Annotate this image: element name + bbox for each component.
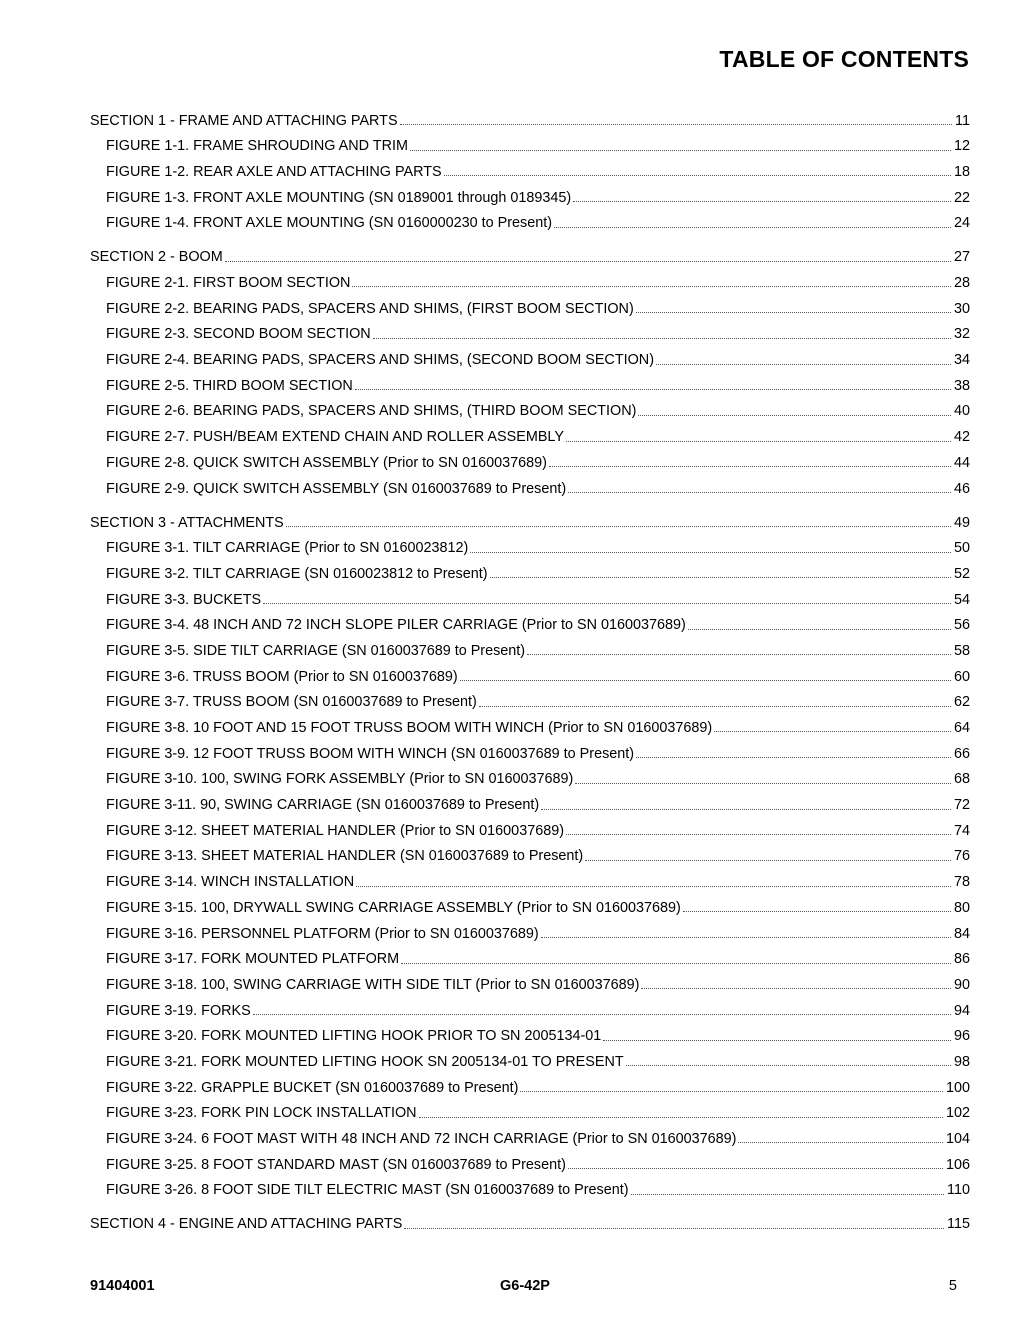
toc-entry-label: FIGURE 3-23. FORK PIN LOCK INSTALLATION (106, 1105, 417, 1122)
toc-entry-page-number: 80 (953, 899, 970, 916)
toc-figure-entry[interactable] (90, 342, 970, 368)
toc-entry-label: FIGURE 3-25. 8 FOOT STANDARD MAST (SN 0160037689 to Present) (106, 1156, 566, 1173)
toc-entry-label: FIGURE 2-8. QUICK SWITCH ASSEMBLY (Prior to SN 0160037689) (106, 454, 547, 471)
toc-entry-label: FIGURE 3-16. PERSONNEL PLATFORM (Prior to SN 0160037689) (106, 925, 539, 942)
dot-leader (636, 756, 951, 758)
toc-figure-entry[interactable] (90, 530, 970, 556)
footer-page-number: 5 (948, 1278, 957, 1294)
toc-entry-page-number: 12 (953, 138, 970, 155)
toc-figure-entry[interactable] (90, 813, 970, 839)
toc-entry-label: FIGURE 3-21. FORK MOUNTED LIFTING HOOK SN 2005134-01 TO PRESENT (106, 1053, 624, 1070)
dot-leader (568, 491, 951, 493)
toc-figure-entry[interactable] (90, 915, 970, 941)
toc-entry-label: FIGURE 3-1. TILT CARRIAGE (Prior to SN 0160023812) (106, 540, 469, 557)
dot-leader (568, 1167, 943, 1169)
dot-leader (263, 602, 951, 604)
toc-entry-label: FIGURE 3-15. 100, DRYWALL SWING CARRIAGE ASSEMBLY (Prior to SN 0160037689) (106, 899, 681, 916)
toc-entry-page-number: 58 (953, 642, 970, 659)
toc-entry-label: FIGURE 1-3. FRONT AXLE MOUNTING (SN 0189001 through 0189345) (106, 189, 572, 206)
toc-entry-label: SECTION 3 - ATTACHMENTS (90, 514, 284, 531)
toc-entry-page-number: 30 (953, 300, 970, 317)
dot-leader (355, 388, 951, 390)
dot-leader (631, 1193, 945, 1195)
toc-entry-label: FIGURE 3-5. SIDE TILT CARRIAGE (SN 0160037689 to Present) (106, 642, 526, 659)
toc-entry-page-number: 90 (953, 976, 970, 993)
toc-entry-page-number: 44 (953, 454, 970, 471)
table-of-contents (90, 103, 970, 1232)
toc-entry-page-number: 96 (953, 1028, 970, 1045)
dot-leader (520, 1090, 943, 1092)
toc-figure-entry[interactable] (90, 290, 970, 316)
toc-entry-page-number: 54 (953, 591, 970, 608)
dot-leader (444, 174, 951, 176)
toc-figure-entry[interactable] (90, 1121, 970, 1147)
toc-figure-entry[interactable] (90, 1018, 970, 1044)
toc-entry-label: FIGURE 3-19. FORKS (106, 1002, 251, 1019)
dot-leader (638, 414, 951, 416)
toc-entry-label: SECTION 2 - BOOM (90, 249, 223, 266)
toc-figure-entry[interactable] (90, 941, 970, 967)
toc-figure-entry[interactable] (90, 179, 970, 205)
dot-leader (554, 226, 951, 228)
toc-entry-label: FIGURE 3-17. FORK MOUNTED PLATFORM (106, 951, 400, 968)
toc-figure-entry[interactable] (90, 787, 970, 813)
toc-figure-entry[interactable] (90, 316, 970, 342)
toc-entry-page-number: 11 (955, 112, 970, 129)
toc-entry-page-number: 28 (953, 275, 970, 292)
dot-leader (527, 653, 951, 655)
toc-entry-label: FIGURE 3-11. 90, SWING CARRIAGE (SN 0160037689 to Present) (106, 797, 540, 814)
toc-entry-page-number: 24 (953, 215, 970, 232)
toc-entry-page-number: 110 (947, 1182, 970, 1199)
toc-entry-page-number: 98 (953, 1053, 970, 1070)
toc-entry-label: FIGURE 2-1. FIRST BOOM SECTION (106, 275, 351, 292)
toc-entry-page-number: 60 (953, 668, 970, 685)
toc-section-entry[interactable] (90, 103, 970, 128)
toc-figure-entry[interactable] (90, 445, 970, 471)
toc-figure-entry[interactable] (90, 205, 970, 231)
toc-figure-entry[interactable] (90, 633, 970, 659)
toc-entry-page-number: 72 (953, 797, 970, 814)
toc-entry-page-number: 106 (945, 1156, 970, 1173)
toc-figure-entry[interactable] (90, 607, 970, 633)
dot-leader (636, 311, 951, 313)
toc-figure-entry[interactable] (90, 658, 970, 684)
dot-leader (626, 1064, 951, 1066)
toc-entry-label: FIGURE 3-22. GRAPPLE BUCKET (SN 0160037689 to Present) (106, 1079, 519, 1096)
toc-entry-page-number: 86 (953, 951, 970, 968)
dot-leader (541, 936, 951, 938)
toc-entry-page-number: 74 (953, 822, 970, 839)
toc-figure-entry[interactable] (90, 1146, 970, 1172)
dot-leader (225, 260, 951, 262)
toc-entry-page-number: 50 (953, 540, 970, 557)
dot-leader (401, 962, 951, 964)
toc-entry-label: FIGURE 3-7. TRUSS BOOM (SN 0160037689 to Present) (106, 694, 477, 711)
toc-figure-entry[interactable] (90, 864, 970, 890)
dot-leader (541, 808, 951, 810)
dot-leader (460, 679, 951, 681)
toc-entry-label: FIGURE 3-20. FORK MOUNTED LIFTING HOOK PRIOR TO SN 2005134-01 (106, 1028, 602, 1045)
toc-entry-label: FIGURE 3-13. SHEET MATERIAL HANDLER (SN 0160037689 to Present) (106, 848, 584, 865)
toc-figure-entry[interactable] (90, 890, 970, 916)
toc-section-entry[interactable] (90, 231, 970, 265)
toc-entry-label: FIGURE 3-12. SHEET MATERIAL HANDLER (Prior to SN 0160037689) (106, 822, 564, 839)
dot-leader (566, 440, 951, 442)
dot-leader (688, 628, 951, 630)
toc-entry-label: FIGURE 2-9. QUICK SWITCH ASSEMBLY (SN 0160037689 to Present) (106, 480, 567, 497)
toc-entry-page-number: 46 (953, 480, 970, 497)
toc-figure-entry[interactable] (90, 1044, 970, 1070)
dot-leader (656, 363, 951, 365)
toc-entry-page-number: 78 (953, 874, 970, 891)
toc-entry-label: FIGURE 2-6. BEARING PADS, SPACERS AND SHIMS, (THIRD BOOM SECTION) (106, 403, 637, 420)
toc-entry-page-number: 18 (953, 163, 970, 180)
dot-leader (603, 1039, 951, 1041)
toc-entry-page-number: 115 (947, 1216, 970, 1233)
dot-leader (286, 525, 951, 527)
toc-entry-page-number: 68 (953, 771, 970, 788)
toc-entry-label: FIGURE 2-5. THIRD BOOM SECTION (106, 377, 353, 394)
dot-leader (714, 730, 951, 732)
toc-figure-entry[interactable] (90, 265, 970, 291)
dot-leader (738, 1141, 943, 1143)
toc-figure-entry[interactable] (90, 556, 970, 582)
toc-entry-label: FIGURE 1-1. FRAME SHROUDING AND TRIM (106, 138, 408, 155)
dot-leader (352, 285, 951, 287)
toc-figure-entry[interactable] (90, 419, 970, 445)
toc-entry-page-number: 22 (953, 189, 970, 206)
toc-section-entry[interactable] (90, 496, 970, 530)
toc-entry-page-number: 104 (945, 1131, 970, 1148)
toc-entry-page-number: 27 (953, 249, 970, 266)
toc-figure-entry[interactable] (90, 1095, 970, 1121)
toc-entry-page-number: 40 (953, 403, 970, 420)
dot-leader (470, 551, 951, 553)
dot-leader (683, 910, 951, 912)
dot-leader (573, 200, 951, 202)
toc-figure-entry[interactable] (90, 128, 970, 154)
dot-leader (404, 1227, 944, 1229)
toc-figure-entry[interactable] (90, 710, 970, 736)
toc-figure-entry[interactable] (90, 581, 970, 607)
toc-figure-entry[interactable] (90, 393, 970, 419)
toc-entry-page-number: 32 (953, 326, 970, 343)
toc-entry-page-number: 38 (953, 377, 970, 394)
toc-entry-page-number: 84 (953, 925, 970, 942)
toc-entry-page-number: 52 (953, 565, 970, 582)
page-title: TABLE OF CONTENTS (719, 46, 969, 72)
toc-figure-entry[interactable] (90, 470, 970, 496)
toc-entry-label: SECTION 1 - FRAME AND ATTACHING PARTS (90, 112, 398, 129)
toc-figure-entry[interactable] (90, 761, 970, 787)
toc-entry-label: FIGURE 3-6. TRUSS BOOM (Prior to SN 0160037689) (106, 668, 458, 685)
toc-section-entry[interactable] (90, 1198, 970, 1232)
footer-doc-number: 91404001 (90, 1278, 155, 1294)
dot-leader (479, 705, 951, 707)
toc-entry-label: FIGURE 3-24. 6 FOOT MAST WITH 48 INCH AND 72 INCH CARRIAGE (Prior to SN 0160037689) (106, 1131, 737, 1148)
toc-entry-page-number: 49 (953, 514, 970, 531)
toc-figure-entry[interactable] (90, 967, 970, 993)
toc-entry-page-number: 102 (945, 1105, 970, 1122)
toc-entry-label: FIGURE 2-4. BEARING PADS, SPACERS AND SHIMS, (SECOND BOOM SECTION) (106, 352, 654, 369)
dot-leader (566, 833, 951, 835)
toc-entry-page-number: 64 (953, 720, 970, 737)
toc-entry-page-number: 56 (953, 617, 970, 634)
dot-leader (373, 337, 951, 339)
toc-figure-entry[interactable] (90, 684, 970, 710)
toc-figure-entry[interactable] (90, 1069, 970, 1095)
toc-entry-page-number: 42 (953, 429, 970, 446)
toc-entry-label: FIGURE 1-2. REAR AXLE AND ATTACHING PARTS (106, 163, 442, 180)
toc-entry-label: FIGURE 3-14. WINCH INSTALLATION (106, 874, 355, 891)
dot-leader (253, 1013, 951, 1015)
toc-entry-page-number: 76 (953, 848, 970, 865)
dot-leader (410, 149, 951, 151)
toc-entry-label: FIGURE 3-3. BUCKETS (106, 591, 262, 608)
toc-figure-entry[interactable] (90, 1172, 970, 1198)
toc-entry-label: FIGURE 3-18. 100, SWING CARRIAGE WITH SIDE TILT (Prior to SN 0160037689) (106, 976, 640, 993)
dot-leader (641, 987, 951, 989)
dot-leader (585, 859, 951, 861)
toc-entry-label: FIGURE 3-4. 48 INCH AND 72 INCH SLOPE PILER CARRIAGE (Prior to SN 0160037689) (106, 617, 686, 634)
toc-figure-entry[interactable] (90, 992, 970, 1018)
toc-entry-page-number: 62 (953, 694, 970, 711)
toc-entry-label: FIGURE 2-7. PUSH/BEAM EXTEND CHAIN AND ROLLER ASSEMBLY (106, 429, 564, 446)
dot-leader (575, 782, 951, 784)
toc-entry-label: FIGURE 3-26. 8 FOOT SIDE TILT ELECTRIC MAST (SN 0160037689 to Present) (106, 1182, 629, 1199)
toc-figure-entry[interactable] (90, 154, 970, 180)
toc-figure-entry[interactable] (90, 735, 970, 761)
toc-figure-entry[interactable] (90, 368, 970, 394)
toc-entry-label: FIGURE 2-2. BEARING PADS, SPACERS AND SHIMS, (FIRST BOOM SECTION) (106, 300, 634, 317)
toc-entry-page-number: 100 (945, 1079, 970, 1096)
toc-entry-page-number: 94 (953, 1002, 970, 1019)
footer-model: G6-42P (500, 1278, 550, 1294)
toc-entry-label: FIGURE 3-9. 12 FOOT TRUSS BOOM WITH WINCH (SN 0160037689 to Present) (106, 745, 635, 762)
dot-leader (549, 465, 951, 467)
dot-leader (419, 1116, 943, 1118)
toc-entry-label: FIGURE 3-8. 10 FOOT AND 15 FOOT TRUSS BOOM WITH WINCH (Prior to SN 0160037689) (106, 720, 713, 737)
dot-leader (490, 576, 951, 578)
toc-entry-page-number: 34 (953, 352, 970, 369)
dot-leader (356, 885, 951, 887)
toc-entry-label: SECTION 4 - ENGINE AND ATTACHING PARTS (90, 1216, 403, 1233)
toc-entry-page-number: 66 (953, 745, 970, 762)
dot-leader (400, 123, 952, 125)
toc-entry-label: FIGURE 1-4. FRONT AXLE MOUNTING (SN 0160000230 to Present) (106, 215, 552, 232)
toc-entry-label: FIGURE 2-3. SECOND BOOM SECTION (106, 326, 371, 343)
toc-entry-label: FIGURE 3-10. 100, SWING FORK ASSEMBLY (Prior to SN 0160037689) (106, 771, 574, 788)
toc-entry-label: FIGURE 3-2. TILT CARRIAGE (SN 0160023812 to Present) (106, 565, 488, 582)
toc-figure-entry[interactable] (90, 838, 970, 864)
